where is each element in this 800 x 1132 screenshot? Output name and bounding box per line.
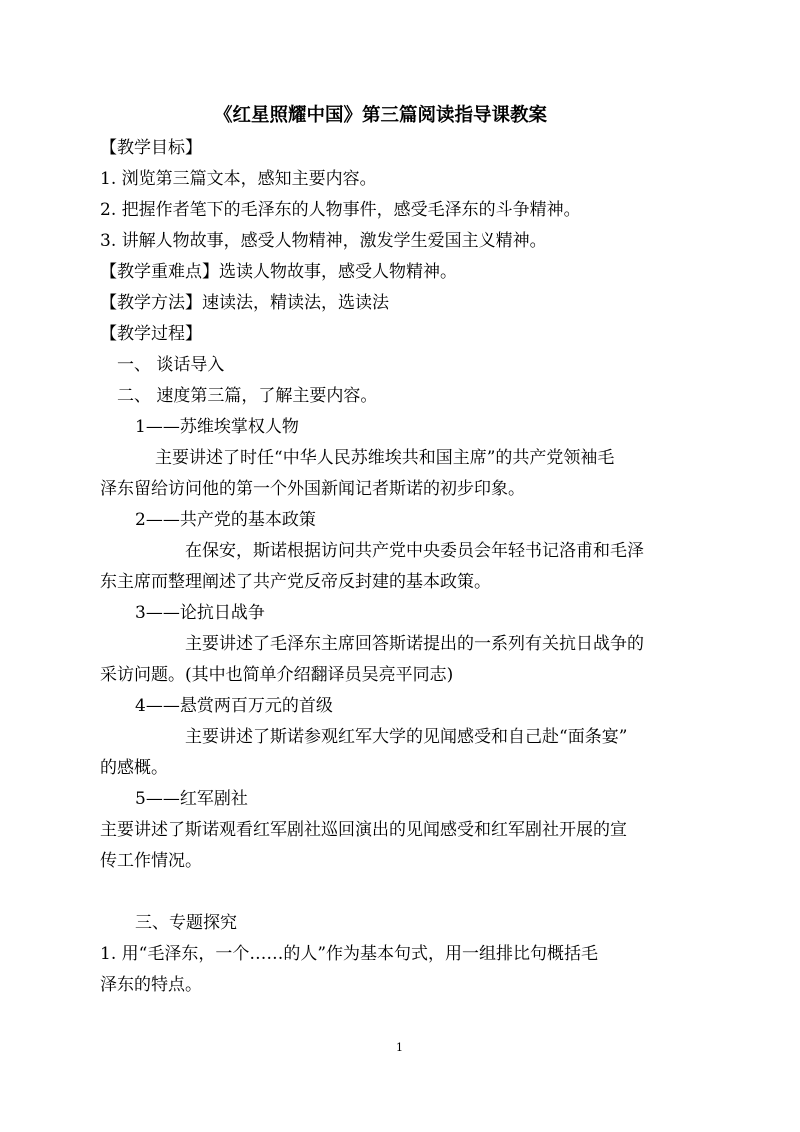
section-text: 主要讲述了时任“中华人民苏维埃共和国主席”的共产党领袖毛: [155, 448, 615, 468]
section-heading: 3——论抗日战争: [135, 603, 265, 623]
section-text: 传工作情况。: [100, 851, 202, 871]
section-heading: 4——悬赏两百万元的首级: [135, 696, 333, 716]
section-text: 采访问题。(其中也简单介绍翻译员吴亮平同志): [100, 665, 454, 685]
objectives-heading: 【教学目标】: [100, 138, 202, 158]
topic-question: 1. 用“毛泽东，一个……的人”作为基本句式，用一组排比句概括毛: [100, 944, 599, 964]
topic-question: 泽东的特点。: [100, 975, 202, 995]
step-intro: 一、 谈话导入: [117, 355, 225, 375]
objective-item: 3. 讲解人物故事，感受人物精神，激发学生爱国主义精神。: [100, 231, 547, 251]
section-text: 主要讲述了斯诺参观红军大学的见闻感受和自己赴“面条宴”: [185, 727, 628, 747]
section-text: 主要讲述了毛泽东主席回答斯诺提出的一系列有关抗日战争的: [185, 634, 644, 654]
step-topic: 三、专题探究: [135, 913, 237, 933]
section-heading: 1——苏维埃掌权人物: [135, 417, 299, 437]
section-text: 的感概。: [100, 758, 168, 778]
key-points-line: 【教学重难点】选读人物故事，感受人物精神。: [100, 262, 457, 282]
section-text: 东主席而整理阐述了共产党反帝反封建的基本政策。: [100, 572, 491, 592]
section-text: 泽东留给访问他的第一个外国新闻记者斯诺的初步印象。: [100, 479, 525, 499]
step-reading: 二、 速度第三篇，了解主要内容。: [117, 386, 378, 406]
section-heading: 2——共产党的基本政策: [135, 510, 316, 530]
process-heading: 【教学过程】: [100, 324, 202, 344]
section-heading: 5——红军剧社: [135, 789, 248, 809]
methods-line: 【教学方法】速读法，精读法，选读法: [100, 293, 389, 313]
objective-item: 1. 浏览第三篇文本，感知主要内容。: [100, 169, 377, 189]
section-text: 在保安，斯诺根据访问共产党中央委员会年轻书记洛甫和毛泽: [185, 541, 644, 561]
section-text: 主要讲述了斯诺观看红军剧社巡回演出的见闻感受和红军剧社开展的宣: [100, 820, 627, 840]
objective-item: 2. 把握作者笔下的毛泽东的人物事件，感受毛泽东的斗争精神。: [100, 200, 581, 220]
document-title: 《红星照耀中国》第三篇阅读指导课教案: [214, 105, 548, 126]
page-number: 1: [396, 1041, 403, 1054]
